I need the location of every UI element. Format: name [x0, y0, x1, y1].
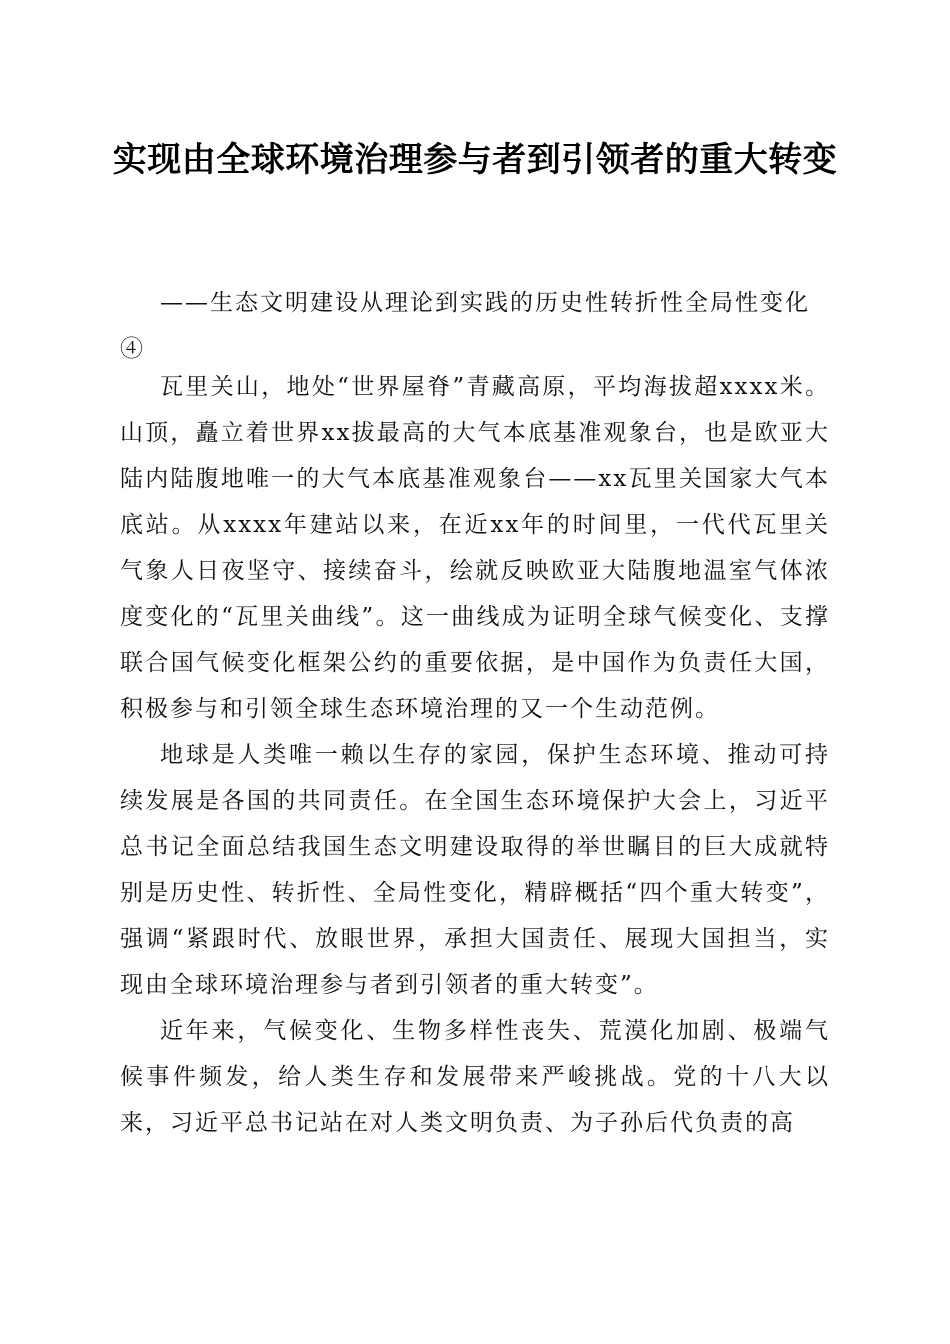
document-body: [120, 364, 830, 1146]
document-title: 实现由全球环境治理参与者到引领者的重大转变: [112, 140, 838, 180]
document-subtitle: ——生态文明建设从理论到实践的历史性转折性全局性变化④: [120, 290, 810, 362]
body-paragraph: 近年来，气候变化、生物多样性丧失、荒漠化加剧、极端气候事件频发，给人类生存和发展带来严峻挑战。党的十八大以来，习近平总书记站在对人类文明负责、为子孙后代负责的高: [120, 1018, 830, 1136]
body-paragraph: 瓦里关山，地处“世界屋脊”青藏高原，平均海拔超xxxx米。山顶，矗立着世界xx拔最高的大气本底基准观象台，也是欧亚大陆内陆腹地唯一的大气本底基准观象台——xx瓦里关国家大气本底站。从xxxx年建站以来，在近xx年的时间里，一代代瓦里关气象人日夜坚守、接续奋斗，绘就反映欧亚大陆腹地温室气体浓度变化的“瓦里关曲线”。这一曲线成为证明全球气候变化、支撑联合国气候变化框架公约的重要依据，是中国作为负责任大国，积极参与和引领全球生态环境治理的又一个生动范例。: [120, 374, 830, 722]
body-paragraph: 地球是人类唯一赖以生存的家园，保护生态环境、推动可持续发展是各国的共同责任。在全国生态环境保护大会上，习近平总书记全面总结我国生态文明建设取得的举世瞩目的巨大成就特别是历史性、转折性、全局性变化，精辟概括“四个重大转变”，强调“紧跟时代、放眼世界，承担大国责任、展现大国担当，实现由全球环境治理参与者到引领者的重大转变”。: [120, 742, 830, 998]
